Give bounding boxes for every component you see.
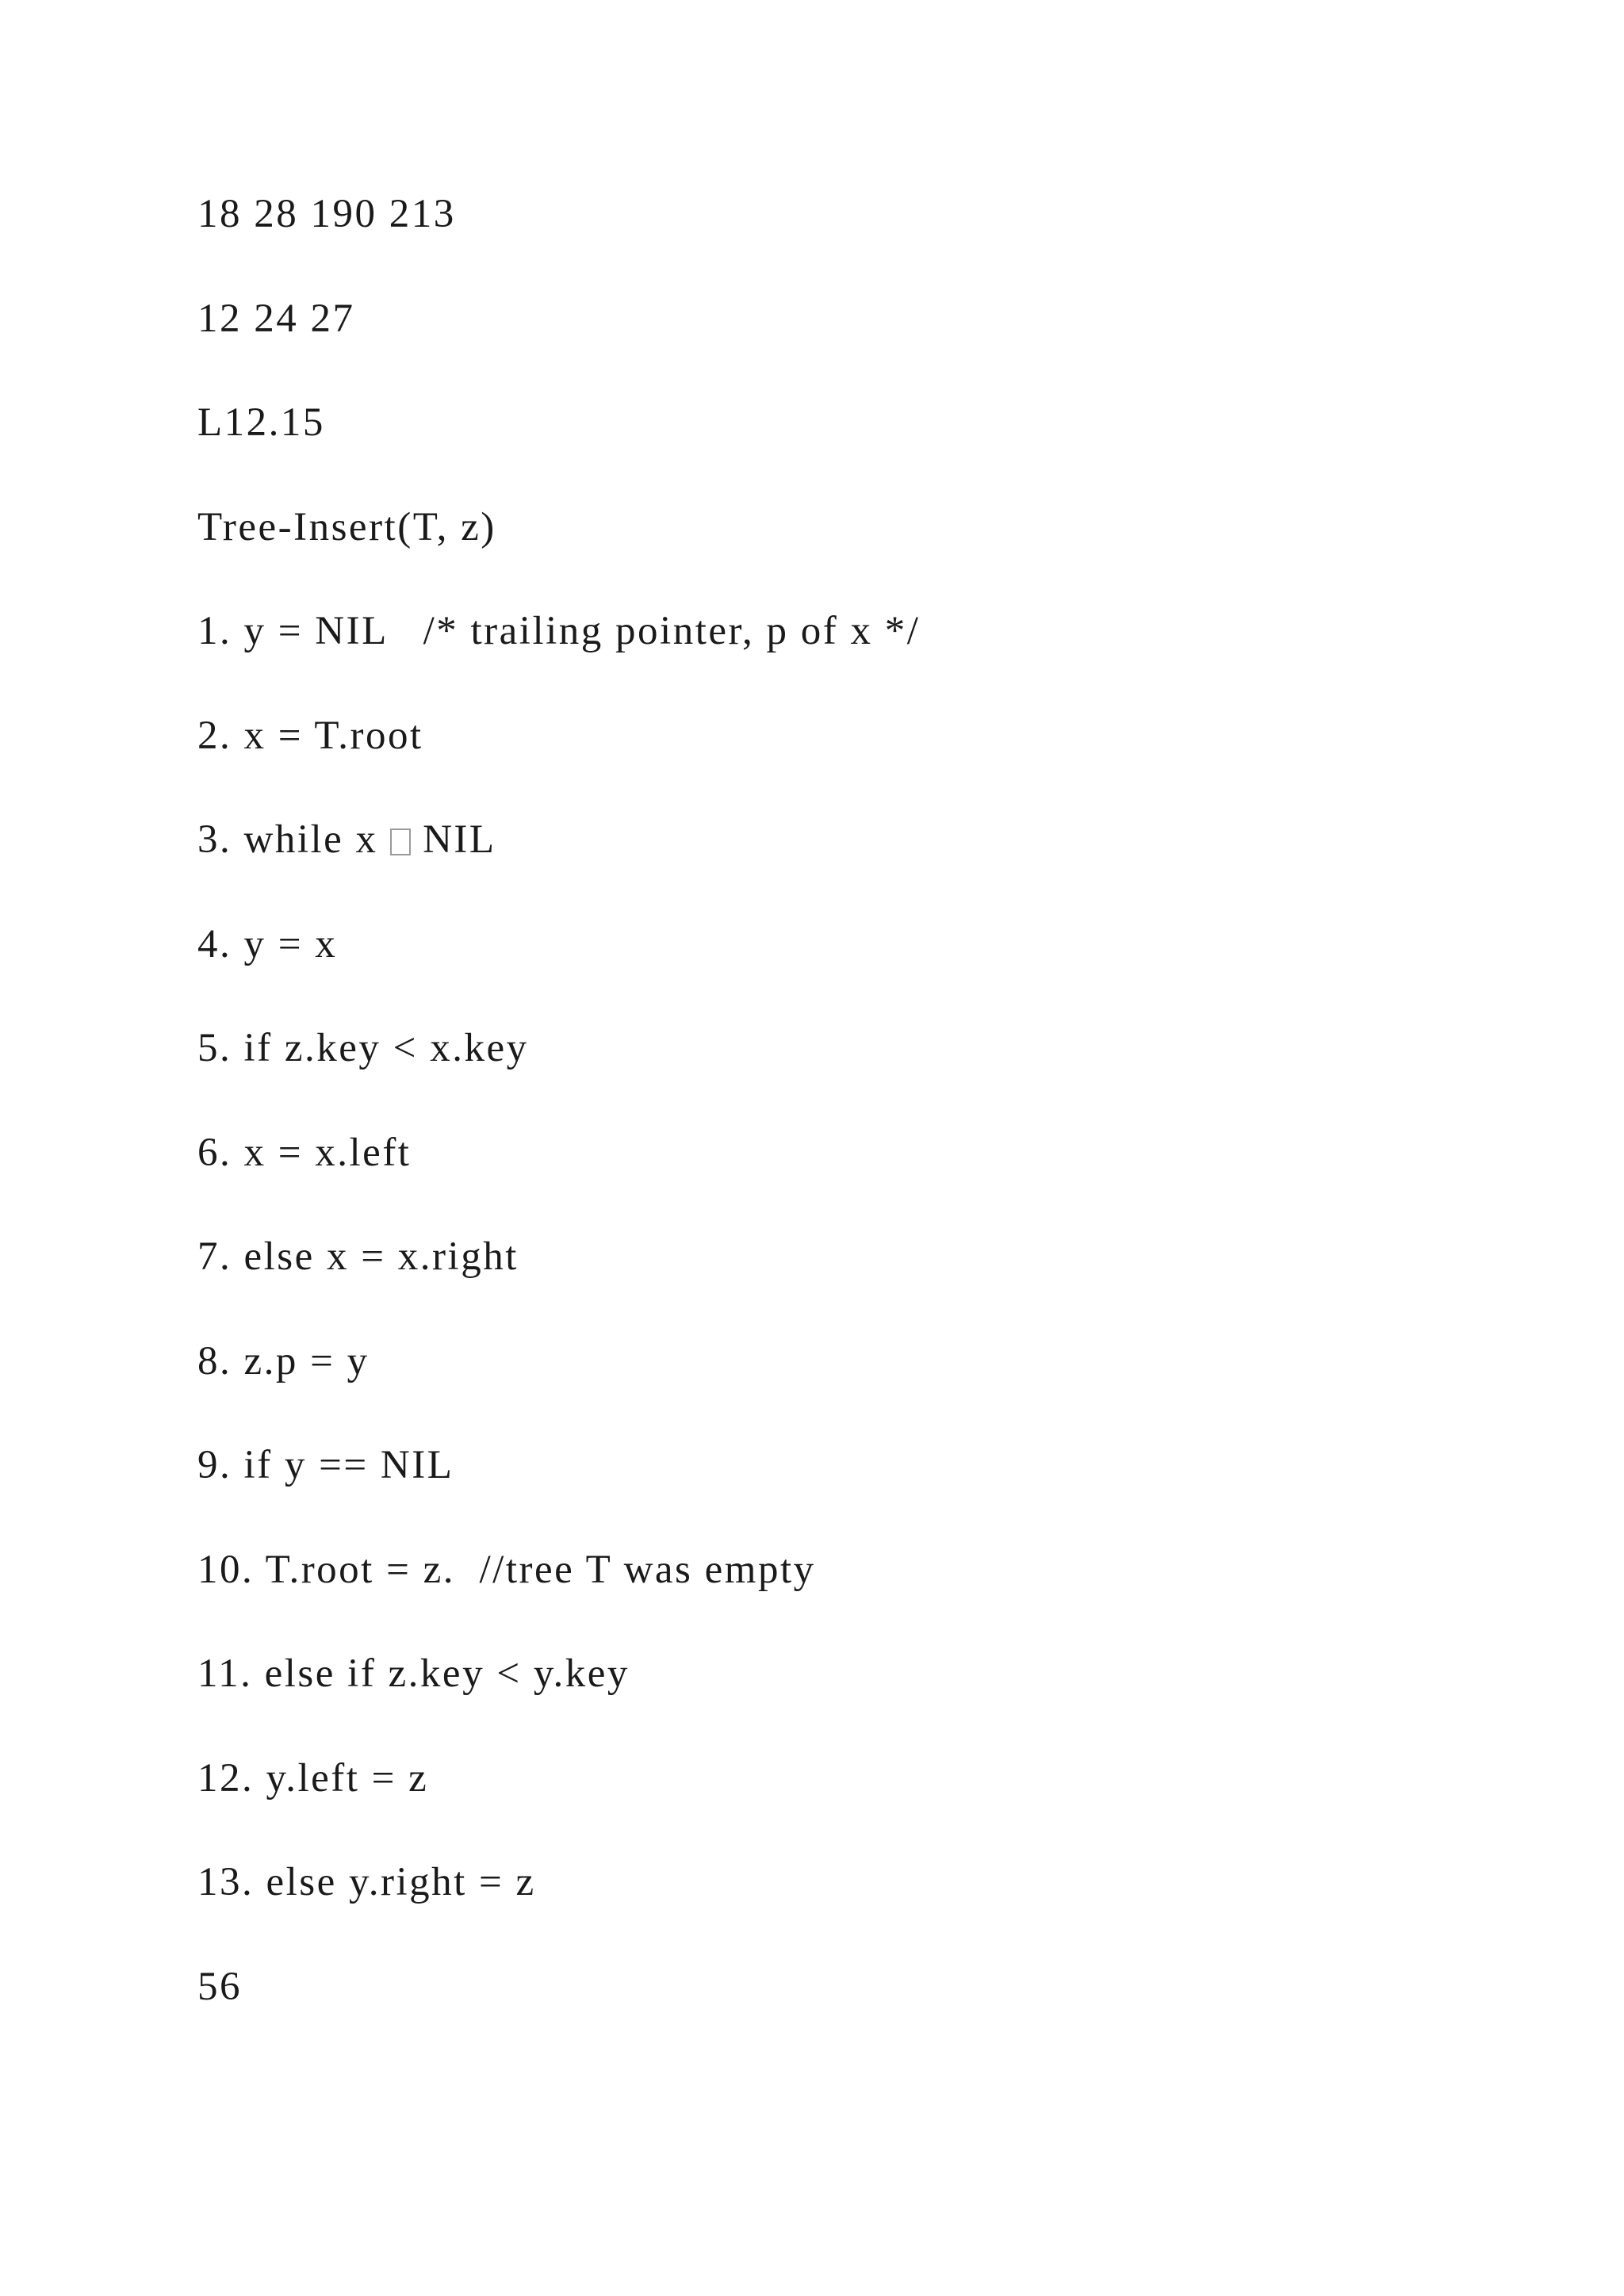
text-lines bbox=[197, 190, 920, 2067]
line-ref-numbers-2: 12 24 27 bbox=[197, 296, 355, 341]
code-line-1: 1. y = NIL /* trailing pointer, p of x */ bbox=[197, 609, 921, 653]
line-procedure-title: Tree-Insert(T, z) bbox=[197, 504, 496, 549]
code-line-10: 10. T.root = z. //tree T was empty bbox=[197, 1547, 816, 1592]
code-line-4: 4. y = x bbox=[197, 921, 338, 966]
code-line-3-suffix: NIL bbox=[410, 817, 496, 862]
code-line-5: 5. if z.key < x.key bbox=[197, 1026, 529, 1070]
code-line-3 bbox=[197, 816, 920, 920]
code-line-6: 6. x = x.left bbox=[197, 1130, 412, 1175]
line-lemma-ref: L12.15 bbox=[197, 400, 325, 445]
missing-glyph-icon bbox=[390, 828, 411, 855]
code-line-8: 8. z.p = y bbox=[197, 1338, 370, 1383]
code-line-2: 2. x = T.root bbox=[197, 713, 423, 758]
code-line-7: 7. else x = x.right bbox=[197, 1234, 519, 1279]
page-number: 56 bbox=[197, 1964, 242, 2009]
code-line-9: 9. if y == NIL bbox=[197, 1443, 454, 1487]
code-line-3-prefix: 3. while x bbox=[197, 817, 390, 862]
line-ref-numbers-1: 18 28 190 213 bbox=[197, 192, 456, 236]
code-line-12: 12. y.left = z bbox=[197, 1755, 429, 1800]
code-line-13: 13. else y.right = z bbox=[197, 1860, 536, 1904]
code-line-11: 11. else if z.key < y.key bbox=[197, 1651, 630, 1696]
